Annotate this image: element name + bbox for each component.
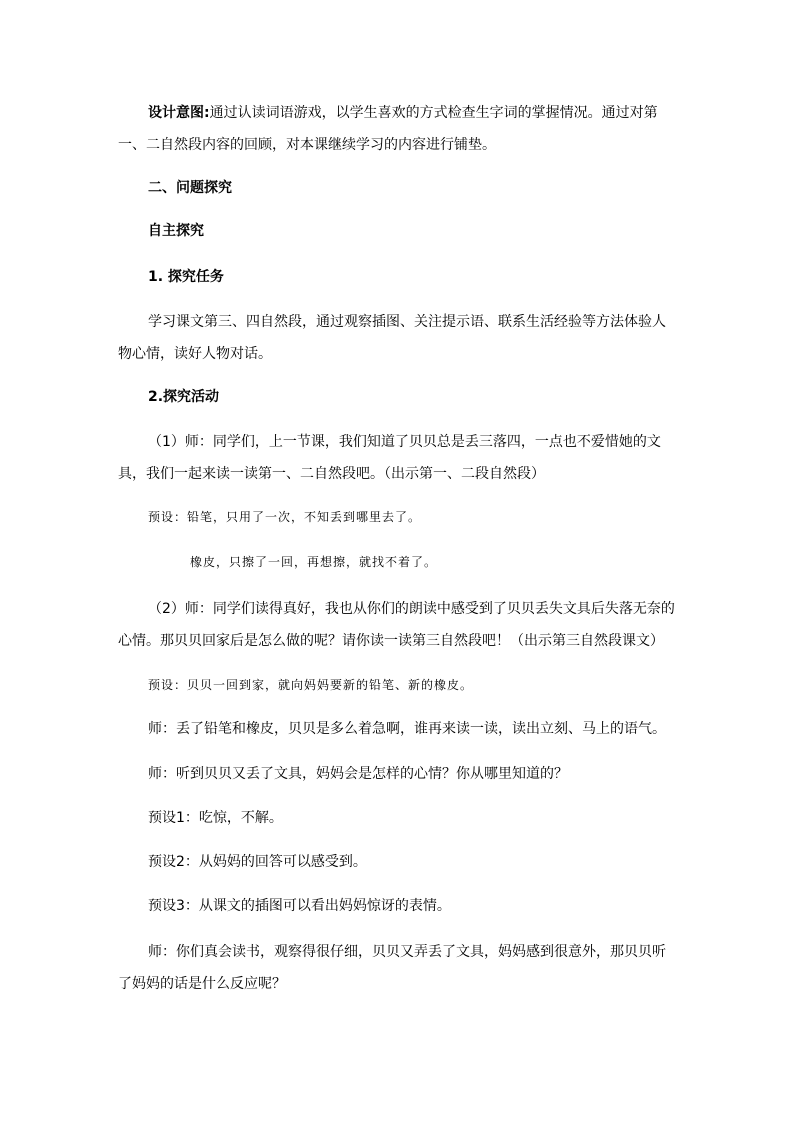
task-heading: 1. 探究任务 [148, 269, 224, 285]
design-intent-line1 [118, 96, 728, 130]
preset-home: 预设：贝贝一回到家，就向妈妈要新的铅笔、新的橡皮。 [148, 678, 474, 692]
preset-3: 预设3：从课文的插图可以看出妈妈惊讶的表情。 [148, 898, 451, 914]
preset-1: 预设1：吃惊，不解。 [148, 810, 283, 826]
activity-1-line2: 具，我们一起来读一读第一、二自然段吧。（出示第一、二段自然段） [118, 466, 545, 482]
teacher-line-1: 师：丢了铅笔和橡皮，贝贝是多么着急啊，谁再来读一读，读出立刻、马上的语气。 [148, 721, 666, 737]
section-heading-problem-inquiry: 二、问题探究 [148, 180, 232, 196]
subheading-self-inquiry: 自主探究 [148, 223, 204, 239]
task-text-line2: 物心情，读好人物对话。 [118, 346, 272, 362]
design-intent-line2: 一、二自然段内容的回顾，对本课继续学习的内容进行铺垫。 [118, 137, 496, 153]
design-intent-label: 设计意图: [148, 105, 210, 121]
activity-2-line1: （2）师：同学们读得真好，我也从你们的朗读中感受到了贝贝丢失文具后失落无奈的 [148, 601, 675, 617]
preset-eraser: 橡皮，只擦了一回，再想擦，就找不着了。 [190, 555, 438, 569]
preset-pencil: 预设：铅笔，只用了一次，不知丢到哪里去了。 [148, 510, 422, 524]
teacher-line-2: 师：听到贝贝又丢了文具，妈妈会是怎样的心情？你从哪里知道的？ [148, 766, 568, 782]
preset-2: 预设2：从妈妈的回答可以感受到。 [148, 854, 367, 870]
teacher-line-3-part2: 了妈妈的话是什么反应呢？ [118, 976, 286, 992]
design-intent-text: 通过认读词语游戏，以学生喜欢的方式检查生字词的掌握情况。通过对第 [209, 105, 658, 121]
task-text-line1: 学习课文第三、四自然段，通过观察插图、关注提示语、联系生活经验等方法体验人 [148, 314, 666, 330]
activity-2-line2: 心情。那贝贝回家后是怎么做的呢？请你读一读第三自然段吧！（出示第三自然段课文） [118, 633, 664, 649]
activity-heading: 2.探究活动 [148, 389, 220, 405]
activity-1-line1: （1）师：同学们，上一节课，我们知道了贝贝总是丢三落四，一点也不爱惜她的文 [148, 434, 661, 450]
teacher-line-3-part1: 师：你们真会读书，观察得很仔细，贝贝又弄丢了文具，妈妈感到很意外，那贝贝听 [148, 944, 666, 960]
